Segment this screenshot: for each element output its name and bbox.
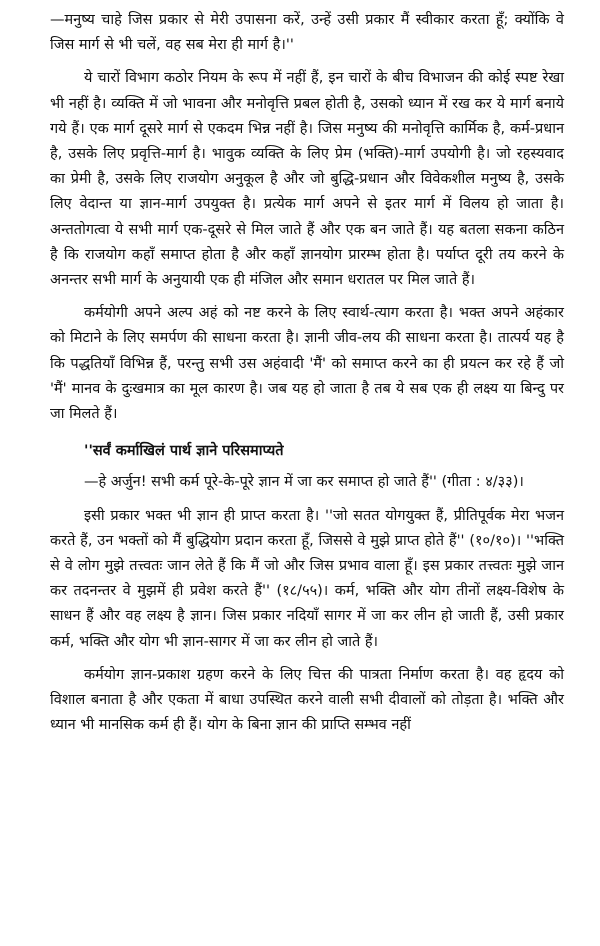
paragraph-1: —मनुष्य चाहे जिस प्रकार से मेरी उपासना करें, उन्हें उसी प्रकार मैं स्वीकार करता हूँ; क्योंकि वे जिस मार्ग से भी चलें, वह सब मेरा ही मार्ग है।'' — [50, 12, 564, 54]
page-body — [50, 8, 564, 738]
paragraph-7: कर्मयोग ज्ञान-प्रकाश ग्रहण करने के लिए चित्त की पात्रता निर्माण करता है। वह हृदय को विशाल बनाता है और एकता में बाधा उपस्थित करने वाली सभी दीवालों को तोड़ता है। भक्ति और ध्यान भी मानसिक कर्म ही हैं। योग के बिना ज्ञान की प्राप्ति सम्भव नहीं — [50, 666, 564, 734]
paragraph-2: ये चारों विभाग कठोर नियम के रूप में नहीं हैं, इन चारों के बीच विभाजन की कोई स्पष्ट रेखा भी नहीं है। व्यक्ति में जो भावना और मनोवृत्ति प्रबल होती है, उसको ध्यान में रख कर ये मार्ग बनाये गये हैं। एक मार्ग दूसरे मार्ग से एकदम भिन्न नहीं है। जिस मनुष्य की मनोवृत्ति कार्मिक है, कर्म-प्रधान है, उसके लिए प्रवृत्ति-मार्ग है। भावुक व्यक्ति के लिए प्रेम (भक्ति)-मार्ग उपयोगी है। जो रहस्यवाद का प्रेमी है, उसके लिए राजयोग अनुकूल है और जो बुद्धि-प्रधान और विवेकशील मनुष्य है, उसके लिए वेदान्त या ज्ञान-मार्ग उपयुक्त है। प्रत्येक मार्ग अपने से इतर मार्ग में विलय हो जाता है। अन्ततोगत्वा ये सभी मार्ग एक-दूसरे से मिल जाते हैं और एक बन जाते हैं। यह बतला सकना कठिन है कि राजयोग कहाँ समाप्त होता है और कहाँ ज्ञानयोग प्रारम्भ होता है। पर्याप्त दूरी तय करने के अनन्तर सभी मार्ग के अनुयायी एक ही मंजिल और समान धरातल पर मिल जाते हैं। — [50, 70, 564, 289]
paragraph-6: इसी प्रकार भक्त भी ज्ञान ही प्राप्त करता है। ''जो सतत योगयुक्त हैं, प्रीतिपूर्वक मेरा भजन करते हैं, उन भक्तों को मैं बुद्धियोग प्रदान करता हूँ, जिससे वे मुझे प्राप्त होते हैं'' (१०/१०)। ''भक्ति से वे लोग मुझे तत्त्वतः जान लेते हैं कि मैं जो और जिस प्रभाव वाला हूँ। इस प्रकार तत्त्वतः मुझे जान कर तदनन्तर वे मुझमें ही प्रवेश करते हैं'' (१८/५५)। कर्म, भक्ति और योग तीनों लक्ष्य-विशेष के साधन हैं और वह लक्ष्य है ज्ञान। जिस प्रकार नदियाँ सागर में जा कर लीन हो जाती हैं, उसी प्रकार कर्म, भक्ति और योग भी ज्ञान-सागर में जा कर लीन हो जाते हैं। — [50, 507, 564, 650]
paragraph-3: कर्मयोगी अपने अल्प अहं को नष्ट करने के लिए स्वार्थ-त्याग करता है। भक्त अपने अहंकार को मिटाने के लिए समर्पण की साधना करता है। ज्ञानी जीव-लय की साधना करता है। तात्पर्य यह है कि पद्धतियाँ विभिन्न हैं, परन्तु सभी उस अहंवादी 'मैं' को समाप्त करने का ही प्रयत्न कर रहे हैं जो 'मैं' मानव के दुःखमात्र का मूल कारण है। जब यह हो जाता है तब ये सब एक ही लक्ष्य या बिन्दु पर जा मिलते हैं। — [50, 305, 564, 423]
gita-verse: ''सर्वं कर्माखिलं पार्थ ज्ञाने परिसमाप्यते — [84, 443, 284, 460]
verse-translation: —हे अर्जुन! सभी कर्म पूरे-के-पूरे ज्ञान में जा कर समाप्त हो जाते हैं'' (गीता : ४/३३)। — [84, 474, 524, 491]
